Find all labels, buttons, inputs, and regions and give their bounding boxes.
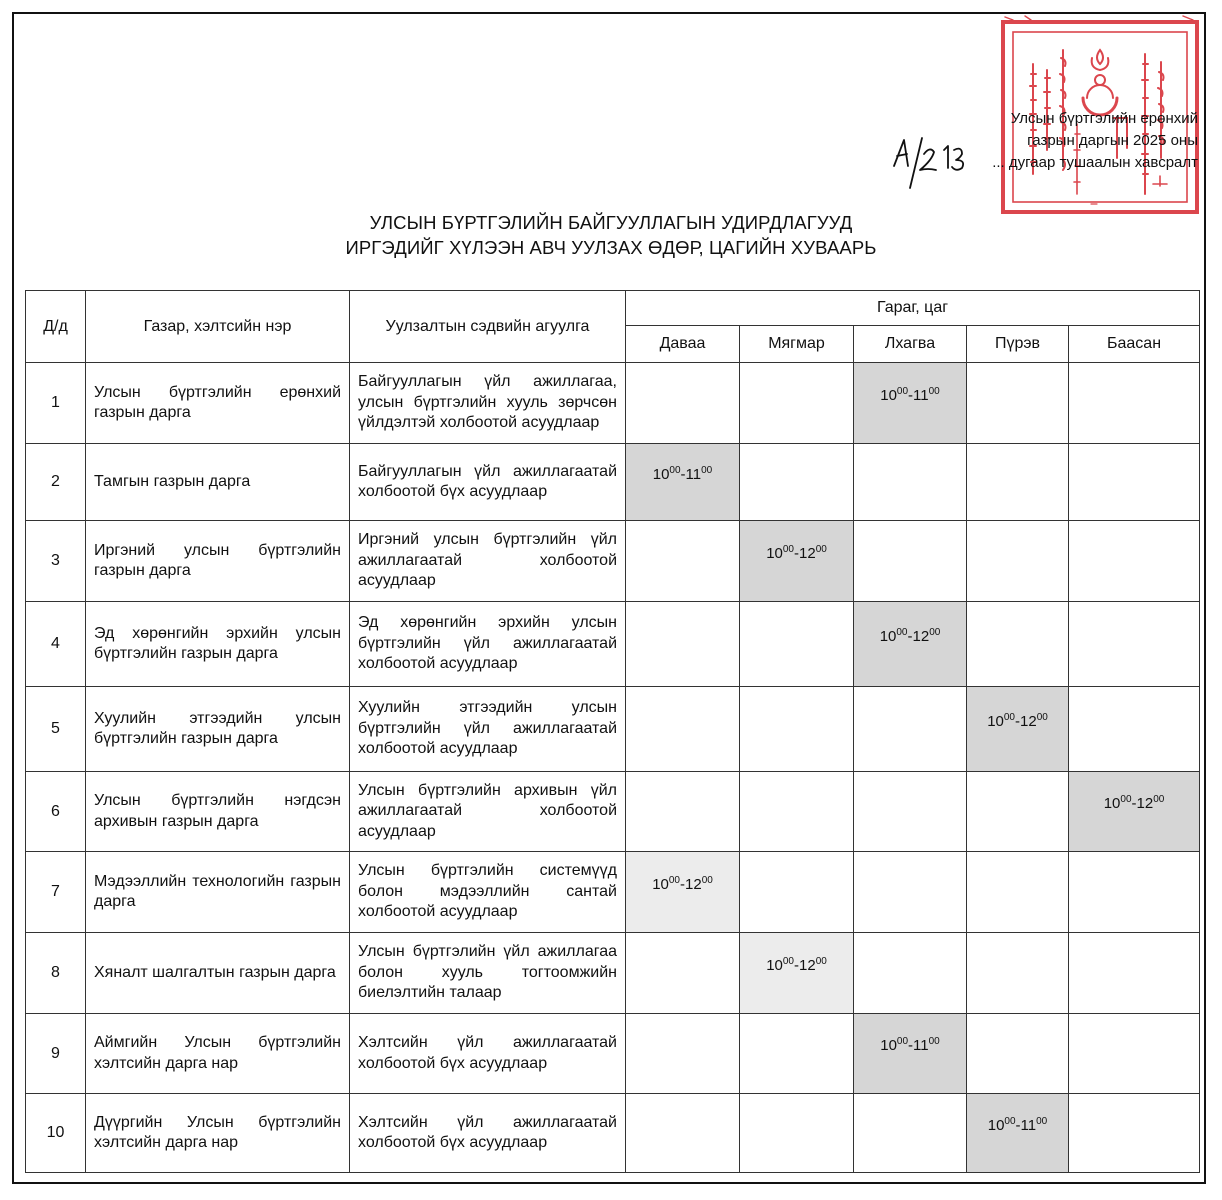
slot-wednesday	[854, 687, 967, 772]
unit-name: Тамгын газрын дарга	[86, 444, 350, 521]
time-range	[880, 628, 941, 645]
meeting-topic: Байгууллагын үйл ажиллагаатай холбоотой бүх асуудлаар	[350, 444, 626, 521]
time-start: 10	[1103, 795, 1121, 812]
meeting-topic: Иргэний улсын бүртгэлийн үйл ажиллагаатай холбоотой асуудлаар	[350, 521, 626, 602]
time-start-min: 00	[669, 464, 681, 476]
unit-name: Хяналт шалгалтын газрын дарга	[86, 933, 350, 1014]
table-row	[26, 933, 1200, 1014]
time-separator: -	[907, 627, 913, 645]
time-range	[1104, 795, 1165, 812]
table-row	[26, 1014, 1200, 1094]
time-start: 10	[652, 465, 670, 483]
slot-tuesday	[740, 772, 854, 852]
time-start-min: 00	[782, 955, 794, 967]
meeting-topic: Хуулийн этгээдийн улсын бүртгэлийн үйл ажиллагаатай холбоотой асуудлаар	[350, 687, 626, 772]
header-day-monday: Даваа	[626, 326, 740, 363]
table-row	[26, 1094, 1200, 1173]
slot-wednesday	[854, 772, 967, 852]
slot-tuesday	[740, 1014, 854, 1094]
time-separator: -	[1015, 712, 1020, 730]
time-end: 12	[799, 544, 816, 562]
row-number: 3	[26, 521, 86, 602]
table-row	[26, 852, 1200, 933]
time-end-min: 00	[815, 955, 827, 967]
time-end: 12	[685, 875, 702, 893]
time-start: 10	[879, 627, 897, 645]
header-number: Д/д	[26, 291, 86, 363]
time-start: 10	[766, 544, 783, 562]
slot-monday	[626, 602, 740, 687]
time-range	[766, 957, 827, 974]
table-row	[26, 602, 1200, 687]
slot-wednesday	[854, 852, 967, 933]
row-number: 9	[26, 1014, 86, 1094]
time-start: 10	[652, 875, 669, 893]
slot-thursday	[967, 602, 1069, 687]
time-end: 11	[913, 1037, 929, 1054]
slot-monday	[626, 772, 740, 852]
time-start: 10	[987, 1116, 1005, 1134]
slot-thursday	[967, 363, 1069, 444]
time-end: 12	[912, 627, 930, 645]
unit-name: Улсын бүртгэлийн ерөнхий газрын дарга	[86, 363, 350, 444]
time-end-min: 00	[928, 385, 940, 397]
document-title	[0, 210, 1222, 260]
time-end-min: 00	[928, 1036, 940, 1047]
title-line-2: ИРГЭДИЙГ ХҮЛЭЭН АВЧ УУЛЗАХ ӨДӨР, ЦАГИЙН ХУВААРЬ	[345, 237, 877, 258]
meeting-topic: Байгууллагын үйл ажиллагаа, улсын бүртгэлийн хууль зөрчсөн үйлдэлтэй холбоотой асуудлаар	[350, 363, 626, 444]
slot-tuesday	[740, 363, 854, 444]
time-range	[652, 876, 713, 893]
unit-name: Улсын бүртгэлийн нэгдсэн архивын газрын дарга	[86, 772, 350, 852]
time-start-min: 00	[668, 874, 680, 886]
time-separator: -	[908, 1037, 914, 1054]
meeting-topic: Улсын бүртгэлийн системүүд болон мэдээллийн сантай холбоотой асуудлаар	[350, 852, 626, 933]
slot-friday	[1069, 1094, 1200, 1173]
time-start-min: 00	[1004, 1115, 1016, 1127]
row-number: 1	[26, 363, 86, 444]
slot-thursday	[967, 521, 1069, 602]
schedule-table	[25, 290, 1200, 1173]
slot-wednesday	[854, 1094, 967, 1173]
slot-wednesday	[854, 933, 967, 1014]
slot-wednesday	[854, 444, 967, 521]
unit-name: Иргэний улсын бүртгэлийн газрын дарга	[86, 521, 350, 602]
annex-line-1: Улсын бүртгэлийн ерөнхий	[1010, 110, 1198, 127]
row-number: 4	[26, 602, 86, 687]
row-number: 7	[26, 852, 86, 933]
time-end-min: 00	[1036, 1115, 1048, 1127]
slot-thursday	[967, 933, 1069, 1014]
time-separator: -	[908, 386, 914, 404]
row-number: 8	[26, 933, 86, 1014]
row-number: 6	[26, 772, 86, 852]
time-end-min: 00	[815, 543, 827, 555]
time-range	[880, 387, 940, 404]
slot-tuesday	[740, 444, 854, 521]
header-topic: Уулзалтын сэдвийн агуулга	[350, 291, 626, 363]
time-end: 11	[685, 465, 702, 483]
time-start: 10	[880, 1037, 897, 1054]
meeting-topic: Улсын бүртгэлийн архивын үйл ажиллагаатай холбоотой асуудлаар	[350, 772, 626, 852]
slot-friday	[1069, 602, 1200, 687]
time-slot-tuesday	[740, 521, 854, 602]
table-row	[26, 521, 1200, 602]
time-start-min: 00	[896, 626, 908, 638]
time-separator: -	[794, 544, 799, 562]
time-start-min: 00	[896, 385, 909, 397]
slot-tuesday	[740, 1094, 854, 1173]
header-schedule-group: Гараг, цаг	[626, 291, 1200, 326]
meeting-topic: Улсын бүртгэлийн үйл ажиллагаа болон хууль тогтоомжийн биелэлтийн талаар	[350, 933, 626, 1014]
time-start-min: 00	[782, 543, 794, 555]
table-row	[26, 363, 1200, 444]
time-end-min: 00	[701, 874, 713, 886]
time-separator: -	[1131, 795, 1137, 812]
table-row	[26, 444, 1200, 521]
time-start: 10	[880, 386, 897, 404]
slot-monday	[626, 521, 740, 602]
time-end: 12	[799, 956, 816, 974]
time-slot-thursday	[967, 1094, 1069, 1173]
time-slot-monday	[626, 852, 740, 933]
time-slot-monday	[626, 444, 740, 521]
slot-thursday	[967, 772, 1069, 852]
row-number: 5	[26, 687, 86, 772]
time-end-min: 00	[701, 464, 713, 476]
slot-friday	[1069, 852, 1200, 933]
time-range	[766, 545, 827, 562]
unit-name: Мэдээллийн технологийн газрын дарга	[86, 852, 350, 933]
time-start-min: 00	[1003, 711, 1015, 723]
slot-thursday	[967, 852, 1069, 933]
meeting-topic: Эд хөрөнгийн эрхийн улсын бүртгэлийн үйл ажиллагаатай холбоотой асуудлаар	[350, 602, 626, 687]
handwritten-order-number	[888, 132, 978, 192]
time-end: 12	[1020, 712, 1037, 730]
slot-friday	[1069, 363, 1200, 444]
slot-friday	[1069, 687, 1200, 772]
row-number: 10	[26, 1094, 86, 1173]
slot-friday	[1069, 933, 1200, 1014]
time-end: 12	[1136, 795, 1154, 812]
time-range	[653, 466, 713, 483]
time-end-min: 00	[1153, 794, 1165, 805]
time-range	[988, 1117, 1048, 1134]
slot-thursday	[967, 1014, 1069, 1094]
header-day-friday: Баасан	[1069, 326, 1200, 363]
slot-monday	[626, 933, 740, 1014]
slot-tuesday	[740, 602, 854, 687]
time-slot-wednesday	[854, 1014, 967, 1094]
slot-friday	[1069, 444, 1200, 521]
time-end: 11	[1020, 1116, 1037, 1134]
time-separator: -	[680, 465, 686, 483]
time-separator: -	[1015, 1116, 1021, 1134]
time-start-min: 00	[896, 1036, 909, 1047]
time-separator: -	[794, 956, 799, 974]
header-unit: Газар, хэлтсийн нэр	[86, 291, 350, 363]
annex-note	[992, 108, 1198, 174]
time-slot-wednesday	[854, 363, 967, 444]
time-start-min: 00	[1120, 794, 1132, 805]
annex-line-3: ... дугаар тушаалын хавсралт	[992, 154, 1198, 171]
slot-tuesday	[740, 852, 854, 933]
annex-line-2: газрын даргын 2025 оны	[1027, 132, 1198, 149]
slot-monday	[626, 687, 740, 772]
table-row	[26, 687, 1200, 772]
unit-name: Эд хөрөнгийн эрхийн улсын бүртгэлийн газрын дарга	[86, 602, 350, 687]
slot-monday	[626, 363, 740, 444]
slot-monday	[626, 1094, 740, 1173]
slot-tuesday	[740, 687, 854, 772]
slot-thursday	[967, 444, 1069, 521]
time-end-min: 00	[929, 626, 941, 638]
time-range	[880, 1037, 940, 1054]
time-slot-thursday	[967, 687, 1069, 772]
slot-friday	[1069, 521, 1200, 602]
slot-monday	[626, 1014, 740, 1094]
header-day-thursday: Пүрэв	[967, 326, 1069, 363]
time-separator: -	[680, 875, 685, 893]
title-line-1: УЛСЫН БҮРТГЭЛИЙН БАЙГУУЛЛАГЫН УДИРДЛАГУУД	[369, 212, 853, 233]
header-day-wednesday: Лхагва	[854, 326, 967, 363]
header-day-tuesday: Мягмар	[740, 326, 854, 363]
unit-name: Аймгийн Улсын бүртгэлийн хэлтсийн дарга нар	[86, 1014, 350, 1094]
meeting-topic: Хэлтсийн үйл ажиллагаатай холбоотой бүх асуудлаар	[350, 1014, 626, 1094]
unit-name: Дүүргийн Улсын бүртгэлийн хэлтсийн дарга нар	[86, 1094, 350, 1173]
time-end-min: 00	[1036, 711, 1048, 723]
slot-friday	[1069, 1014, 1200, 1094]
row-number: 2	[26, 444, 86, 521]
time-slot-wednesday	[854, 602, 967, 687]
meeting-topic: Хэлтсийн үйл ажиллагаатай холбоотой бүх асуудлаар	[350, 1094, 626, 1173]
time-slot-friday	[1069, 772, 1200, 852]
time-start: 10	[766, 956, 783, 974]
slot-wednesday	[854, 521, 967, 602]
unit-name: Хуулийн этгээдийн улсын бүртгэлийн газрын дарга	[86, 687, 350, 772]
table-row	[26, 772, 1200, 852]
time-start: 10	[987, 712, 1004, 730]
time-slot-tuesday	[740, 933, 854, 1014]
time-range	[987, 713, 1048, 730]
time-end: 11	[913, 386, 929, 404]
